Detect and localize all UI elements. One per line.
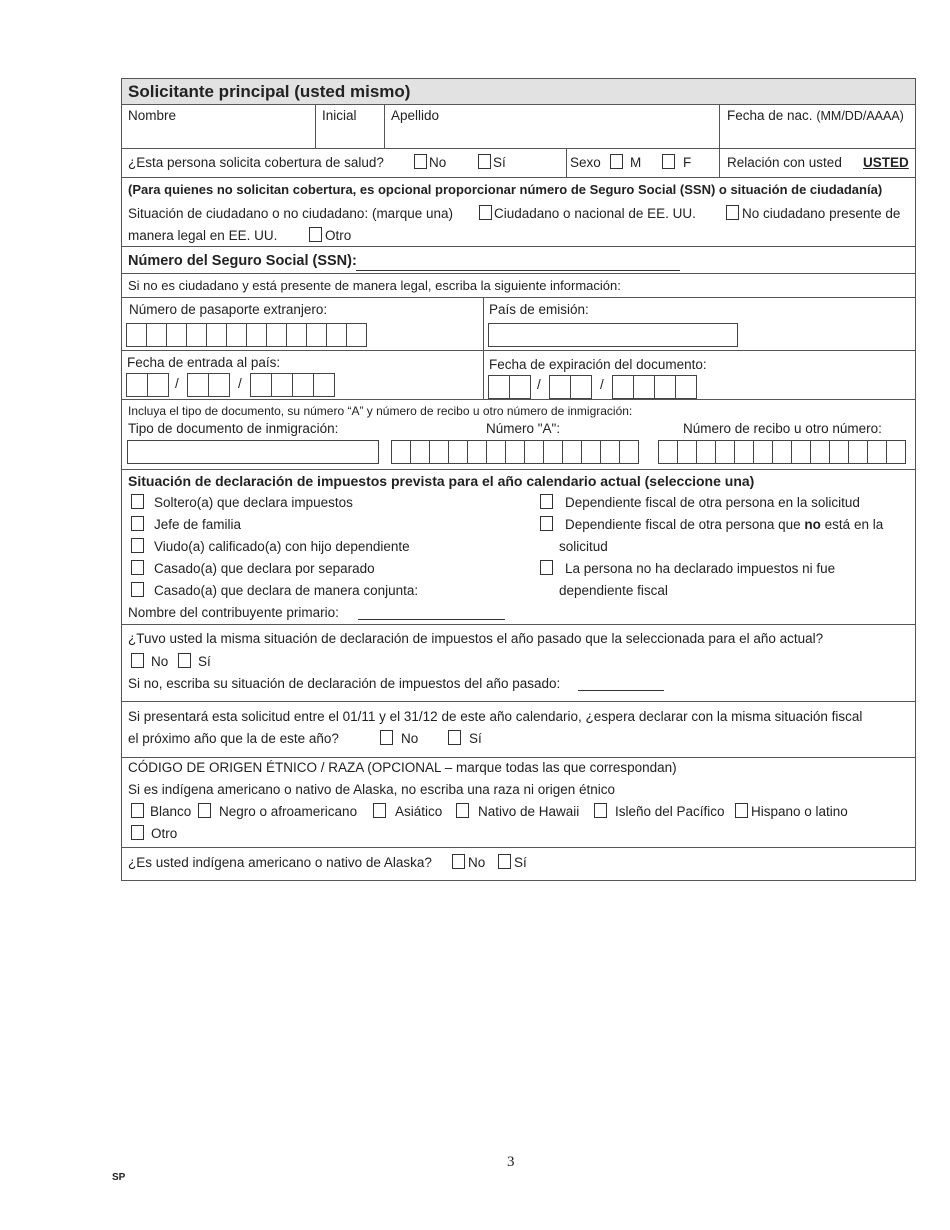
native-yes-label: Sí [514, 855, 527, 870]
coverage-no-checkbox[interactable] [414, 154, 427, 169]
tax-dependent-on-app-label: Dependiente fiscal de otra persona en la solicitud [565, 495, 860, 510]
race-asian-checkbox[interactable] [373, 803, 386, 818]
last-year-question: ¿Tuvo usted la misma situación de declaración de impuestos el año pasado que la seleccionada para el año actual? [128, 631, 824, 646]
race-hawaiian-checkbox[interactable] [456, 803, 469, 818]
digit-box[interactable] [677, 440, 697, 464]
digit-box[interactable] [126, 323, 147, 347]
ethnicity-heading: CÓDIGO DE ORIGEN ÉTNICO / RAZA (OPCIONAL – marque todas las que correspondan) [128, 760, 677, 775]
digit-box[interactable] [886, 440, 906, 464]
expiry-slash-2: / [600, 377, 604, 392]
doc-type-label: Tipo de documento de inmigración: [128, 421, 339, 436]
digit-box[interactable] [867, 440, 887, 464]
country-label: País de emisión: [489, 302, 589, 317]
digit-box[interactable] [486, 440, 506, 464]
tax-head-household-checkbox[interactable] [131, 516, 144, 531]
ssn-input-line[interactable] [356, 270, 680, 271]
doc-type-input[interactable] [127, 440, 379, 464]
entry-year-boxes[interactable] [251, 373, 335, 397]
relation-value: USTED [863, 155, 909, 170]
last-year-no-checkbox[interactable] [131, 653, 144, 668]
race-white-checkbox[interactable] [131, 803, 144, 818]
tax-dependent-on-app-checkbox[interactable] [540, 494, 553, 509]
race-other-label: Otro [151, 826, 178, 841]
tax-none-checkbox[interactable] [540, 560, 553, 575]
last-year-status-line[interactable] [578, 690, 664, 691]
digit-box[interactable] [772, 440, 792, 464]
noncitizen-label: No ciudadano presente de [742, 206, 901, 221]
noncitizen-checkbox[interactable] [726, 205, 739, 220]
native-yes-checkbox[interactable] [498, 854, 511, 869]
tax-dependent-off-app-checkbox[interactable] [540, 516, 553, 531]
citizen-checkbox[interactable] [479, 205, 492, 220]
coverage-yes-checkbox[interactable] [478, 154, 491, 169]
expiry-day-boxes[interactable] [550, 375, 592, 399]
next-year-yes-checkbox[interactable] [448, 730, 461, 745]
entry-month-boxes[interactable] [127, 373, 169, 397]
initial-label: Inicial [322, 108, 357, 123]
tax-married-separate-checkbox[interactable] [131, 560, 144, 575]
race-asian-label: Asiático [395, 804, 443, 819]
sex-f-checkbox[interactable] [662, 154, 675, 169]
country-input[interactable] [488, 323, 738, 347]
expiry-date-label: Fecha de expiración del documento: [489, 357, 707, 372]
ssn-label: Número del Seguro Social (SSN): [128, 253, 357, 269]
native-question: ¿Es usted indígena americano o nativo de Alaska? [128, 855, 432, 870]
last-year-yes-checkbox[interactable] [178, 653, 191, 668]
tax-heading: Situación de declaración de impuestos prevista para el año calendario actual (seleccione una) [128, 473, 755, 489]
digit-box[interactable] [286, 323, 307, 347]
race-black-label: Negro o afroamericano [219, 804, 358, 819]
digit-box[interactable] [505, 440, 525, 464]
race-hispanic-label: Hispano o latino [751, 804, 848, 819]
digit-box[interactable] [810, 440, 830, 464]
tax-none-label: La persona no ha declarado impuestos ni fue [565, 561, 836, 576]
applicant-form [121, 78, 916, 881]
tax-dependent-off-app-label-cont: solicitud [559, 539, 608, 554]
tax-dependent-off-app-label: Dependiente fiscal de otra persona que no está en la [565, 517, 884, 532]
next-year-no-label: No [401, 731, 419, 746]
digit-box[interactable] [391, 440, 411, 464]
primary-taxpayer-label: Nombre del contribuyente primario: [128, 605, 339, 620]
digit-box[interactable] [829, 440, 849, 464]
native-no-label: No [468, 855, 486, 870]
digit-box[interactable] [543, 440, 563, 464]
digit-box[interactable] [306, 323, 327, 347]
dob-label: Fecha de nac. (MM/DD/AAAA) [727, 108, 904, 123]
sex-m-checkbox[interactable] [610, 154, 623, 169]
expiry-year-boxes[interactable] [613, 375, 697, 399]
race-black-checkbox[interactable] [198, 803, 211, 818]
entry-slash-1: / [175, 376, 179, 391]
digit-box[interactable] [848, 440, 868, 464]
digit-box[interactable] [753, 440, 773, 464]
tax-head-household-label: Jefe de familia [154, 517, 242, 532]
race-hispanic-checkbox[interactable] [735, 803, 748, 818]
tax-single-label: Soltero(a) que declara impuestos [154, 495, 353, 510]
expiry-slash-1: / [537, 377, 541, 392]
coverage-yes-label: Sí [493, 155, 506, 170]
race-hawaiian-label: Nativo de Hawaii [478, 804, 580, 819]
last-year-followup: Si no, escriba su situación de declaración de impuestos del año pasado: [128, 676, 561, 691]
digit-box[interactable] [619, 440, 639, 464]
coverage-question: ¿Esta persona solicita cobertura de salud? [128, 155, 384, 170]
digit-box[interactable] [206, 323, 227, 347]
relation-label: Relación con usted [727, 155, 842, 170]
digit-box[interactable] [562, 440, 582, 464]
citizenship-label: Situación de ciudadano o no ciudadano: (marque una) [128, 206, 453, 221]
ethnicity-note: Si es indígena americano o nativo de Alaska, no escriba una raza ni origen étnico [128, 782, 616, 797]
digit-box[interactable] [581, 440, 601, 464]
coverage-no-label: No [429, 155, 447, 170]
last-name-label: Apellido [391, 108, 440, 123]
a-number-label: Número "A": [486, 421, 561, 436]
next-year-no-checkbox[interactable] [380, 730, 393, 745]
digit-box[interactable] [326, 323, 347, 347]
next-year-yes-label: Sí [469, 731, 482, 746]
digit-box[interactable] [467, 440, 487, 464]
sex-f-label: F [683, 155, 692, 170]
race-white-label: Blanco [150, 804, 192, 819]
digit-box[interactable] [429, 440, 449, 464]
expiry-month-boxes[interactable] [489, 375, 531, 399]
tax-none-label-cont: dependiente fiscal [559, 583, 668, 598]
noncitizen-intro: Si no es ciudadano y está presente de manera legal, escriba la siguiente información: [128, 278, 621, 293]
digit-box[interactable] [346, 323, 367, 347]
digit-box[interactable] [410, 440, 430, 464]
other-citizenship-checkbox[interactable] [309, 227, 322, 242]
sex-label: Sexo [570, 155, 601, 170]
race-pacific-label: Isleño del Pacífico [615, 804, 725, 819]
digit-box[interactable] [226, 323, 247, 347]
digit-box[interactable] [524, 440, 544, 464]
last-year-yes-label: Sí [198, 654, 211, 669]
next-year-question-cont: el próximo año que la de este año? [128, 731, 339, 746]
digit-box[interactable] [146, 323, 167, 347]
race-pacific-checkbox[interactable] [594, 803, 607, 818]
passport-number-boxes[interactable] [127, 323, 367, 347]
entry-date-label: Fecha de entrada al país: [127, 355, 281, 370]
digit-box[interactable] [658, 440, 678, 464]
first-name-label: Nombre [128, 108, 177, 123]
digit-box[interactable] [715, 440, 735, 464]
last-year-no-label: No [151, 654, 169, 669]
citizenship-note: (Para quienes no solicitan cobertura, es opcional proporcionar número de Seguro Social (SSN) o situación de ciudadanía) [128, 182, 883, 197]
digit-box[interactable] [166, 323, 187, 347]
primary-taxpayer-line[interactable] [358, 619, 505, 620]
digit-box[interactable] [734, 440, 754, 464]
page-number: 3 [507, 1154, 515, 1170]
digit-box[interactable] [600, 440, 620, 464]
digit-box[interactable] [186, 323, 207, 347]
tax-married-joint-checkbox[interactable] [131, 582, 144, 597]
digit-box[interactable] [448, 440, 468, 464]
receipt-number-label: Número de recibo u otro número: [683, 421, 882, 436]
entry-day-boxes[interactable] [188, 373, 230, 397]
passport-label: Número de pasaporte extranjero: [129, 302, 328, 317]
tax-married-joint-label: Casado(a) que declara de manera conjunta: [154, 583, 419, 598]
a-number-boxes[interactable] [392, 440, 639, 464]
receipt-number-boxes[interactable] [659, 440, 906, 464]
doc-note: Incluya el tipo de documento, su número “A” y número de recibo u otro número de inmigración: [128, 404, 633, 418]
digit-box[interactable] [246, 323, 267, 347]
race-other-checkbox[interactable] [131, 825, 144, 840]
tax-widow-checkbox[interactable] [131, 538, 144, 553]
digit-box[interactable] [696, 440, 716, 464]
noncitizen-label-cont: manera legal en EE. UU. [128, 228, 278, 243]
other-citizenship-label: Otro [325, 228, 352, 243]
entry-slash-2: / [238, 376, 242, 391]
tax-married-separate-label: Casado(a) que declara por separado [154, 561, 375, 576]
tax-single-checkbox[interactable] [131, 494, 144, 509]
citizen-label: Ciudadano o nacional de EE. UU. [494, 206, 696, 221]
digit-box[interactable] [266, 323, 287, 347]
sex-m-label: M [630, 155, 642, 170]
next-year-question: Si presentará esta solicitud entre el 01/11 y el 31/12 de este año calendario, ¿espera declarar con la misma situación fiscal [128, 709, 863, 724]
tax-widow-label: Viudo(a) calificado(a) con hijo dependiente [154, 539, 410, 554]
digit-box[interactable] [791, 440, 811, 464]
section-title: Solicitante principal (usted mismo) [128, 82, 411, 101]
native-no-checkbox[interactable] [452, 854, 465, 869]
footer-code: SP [112, 1172, 126, 1183]
